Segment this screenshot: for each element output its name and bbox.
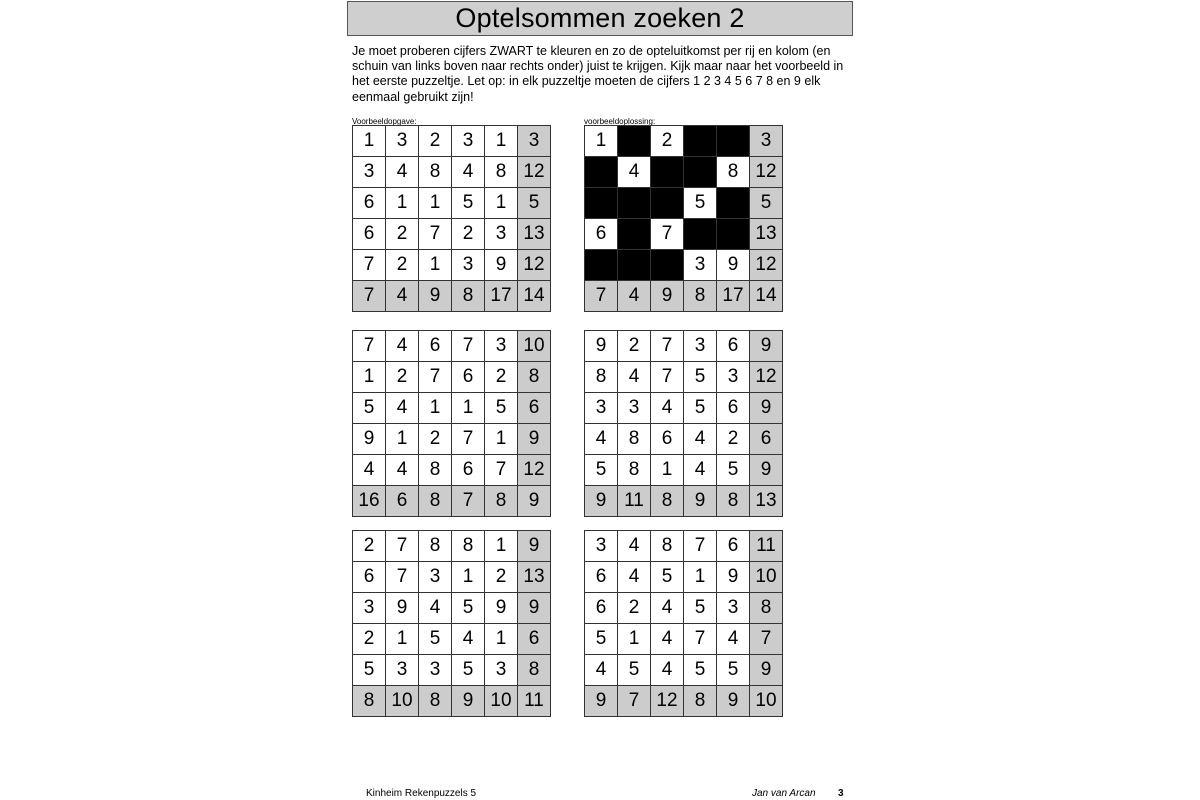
grid-cell[interactable]: 5 (585, 455, 618, 486)
grid-cell[interactable]: 5 (717, 455, 750, 486)
grid-cell[interactable]: 7 (353, 331, 386, 362)
grid-cell[interactable] (684, 157, 717, 188)
grid-cell[interactable]: 3 (618, 393, 651, 424)
grid-cell[interactable]: 5 (419, 624, 452, 655)
grid-cell[interactable]: 7 (419, 219, 452, 250)
sum-cell: 6 (750, 424, 783, 455)
sum-cell: 8 (452, 281, 485, 312)
sum-cell: 16 (353, 486, 386, 517)
sum-cell: 9 (518, 593, 551, 624)
grid-cell[interactable]: 4 (651, 593, 684, 624)
grid-cell[interactable]: 3 (386, 655, 419, 686)
grid-cell[interactable] (651, 188, 684, 219)
grid-cell[interactable]: 4 (452, 157, 485, 188)
instructions-text: Je moet proberen cijfers ZWART te kleuren en zo de opteluitkomst per rij en kolom (en schuin van links boven naar rechts onder) juist te krijgen. Kijk maar naar het voorbeeld in het eerste puzzeltje. Let op: in elk puzzeltje moeten de cijfers 1 2 3 4 5 6 7 8 en 9 elk eenmaal gebruikt zijn! (352, 44, 844, 104)
grid-cell[interactable]: 3 (485, 219, 518, 250)
grid-cell[interactable]: 1 (386, 424, 419, 455)
sum-cell: 9 (750, 393, 783, 424)
sum-cell: 12 (518, 455, 551, 486)
footer-book-title: Kinheim Rekenpuzzels 5 (366, 788, 477, 799)
grid-cell[interactable]: 8 (419, 455, 452, 486)
footer-page-number: 3 (838, 788, 844, 799)
grid-cell[interactable]: 3 (419, 562, 452, 593)
grid-cell[interactable]: 4 (353, 455, 386, 486)
grid-cell[interactable]: 6 (452, 455, 485, 486)
grid-cell[interactable]: 2 (386, 362, 419, 393)
grid-cell[interactable]: 3 (684, 331, 717, 362)
grid-cell[interactable]: 8 (485, 157, 518, 188)
grid-cell[interactable]: 9 (585, 331, 618, 362)
grid-cell[interactable]: 3 (419, 655, 452, 686)
grid-cell[interactable]: 3 (452, 126, 485, 157)
sum-cell: 17 (485, 281, 518, 312)
sum-cell: 8 (717, 486, 750, 517)
sum-cell: 10 (485, 686, 518, 717)
grid-cell[interactable]: 9 (485, 250, 518, 281)
grid-cell[interactable]: 4 (618, 531, 651, 562)
grid-cell[interactable]: 2 (485, 562, 518, 593)
grid-cell[interactable]: 1 (452, 393, 485, 424)
grid-cell[interactable] (651, 250, 684, 281)
grid-cell[interactable]: 7 (419, 362, 452, 393)
grid-cell[interactable] (717, 219, 750, 250)
grid-cell[interactable]: 3 (353, 157, 386, 188)
sum-cell: 9 (585, 686, 618, 717)
grid-cell[interactable]: 7 (651, 219, 684, 250)
sum-cell: 9 (585, 486, 618, 517)
grid-cell[interactable]: 1 (684, 562, 717, 593)
sum-cell: 9 (684, 486, 717, 517)
grid-cell[interactable]: 4 (585, 655, 618, 686)
sum-cell: 9 (518, 486, 551, 517)
grid-cell[interactable] (585, 157, 618, 188)
grid-cell[interactable]: 5 (452, 188, 485, 219)
sum-cell: 9 (419, 281, 452, 312)
sum-cell: 12 (518, 250, 551, 281)
grid-cell[interactable]: 5 (485, 393, 518, 424)
sum-cell: 11 (618, 486, 651, 517)
grid-cell[interactable]: 9 (485, 593, 518, 624)
grid-cell[interactable]: 6 (353, 188, 386, 219)
sum-cell: 7 (585, 281, 618, 312)
grid-cell[interactable]: 4 (618, 562, 651, 593)
grid-cell[interactable]: 6 (585, 593, 618, 624)
grid-cell[interactable]: 2 (651, 126, 684, 157)
grid-cell[interactable]: 2 (485, 362, 518, 393)
grid-cell[interactable]: 4 (386, 455, 419, 486)
grid-cell[interactable]: 4 (684, 424, 717, 455)
grid-cell[interactable]: 2 (419, 424, 452, 455)
sum-cell: 8 (651, 486, 684, 517)
puzzle-grid-1 (352, 330, 551, 517)
grid-cell[interactable]: 2 (452, 219, 485, 250)
grid-cell[interactable]: 1 (353, 126, 386, 157)
grid-cell[interactable]: 4 (585, 424, 618, 455)
sum-cell: 9 (750, 455, 783, 486)
grid-cell[interactable]: 1 (419, 250, 452, 281)
example-solution-label: voorbeeldoplossing: (584, 117, 656, 126)
example-solution-grid (584, 125, 783, 312)
grid-cell[interactable]: 7 (684, 624, 717, 655)
grid-cell[interactable]: 3 (485, 655, 518, 686)
sum-cell: 12 (750, 362, 783, 393)
grid-cell[interactable]: 5 (684, 362, 717, 393)
grid-cell[interactable]: 4 (651, 393, 684, 424)
grid-cell[interactable]: 7 (684, 531, 717, 562)
grid-cell[interactable]: 2 (386, 219, 419, 250)
sum-cell: 10 (750, 686, 783, 717)
grid-cell[interactable] (684, 126, 717, 157)
sum-cell: 8 (518, 362, 551, 393)
grid-cell[interactable]: 8 (618, 455, 651, 486)
sum-cell: 13 (518, 219, 551, 250)
grid-cell[interactable]: 3 (485, 331, 518, 362)
grid-cell[interactable] (618, 219, 651, 250)
grid-cell[interactable]: 5 (618, 655, 651, 686)
grid-cell[interactable]: 5 (651, 562, 684, 593)
grid-cell[interactable] (618, 126, 651, 157)
grid-cell[interactable]: 7 (353, 250, 386, 281)
sum-cell: 9 (518, 531, 551, 562)
grid-cell[interactable]: 6 (585, 219, 618, 250)
sum-cell: 4 (386, 281, 419, 312)
grid-cell[interactable]: 1 (386, 188, 419, 219)
grid-cell[interactable] (684, 219, 717, 250)
grid-cell[interactable]: 1 (485, 424, 518, 455)
sum-cell: 6 (518, 624, 551, 655)
grid-cell[interactable]: 8 (618, 424, 651, 455)
grid-cell[interactable]: 1 (353, 362, 386, 393)
sum-cell: 8 (485, 486, 518, 517)
grid-cell[interactable]: 6 (353, 219, 386, 250)
grid-cell[interactable]: 3 (684, 250, 717, 281)
sum-cell: 10 (750, 562, 783, 593)
grid-cell[interactable] (585, 188, 618, 219)
grid-cell[interactable]: 1 (452, 562, 485, 593)
grid-cell[interactable]: 1 (485, 624, 518, 655)
grid-cell[interactable]: 1 (419, 393, 452, 424)
grid-cell[interactable]: 1 (386, 624, 419, 655)
sum-cell: 17 (717, 281, 750, 312)
sum-cell: 12 (750, 250, 783, 281)
sum-cell: 12 (750, 157, 783, 188)
sum-cell: 9 (651, 281, 684, 312)
grid-cell[interactable]: 8 (585, 362, 618, 393)
sum-cell: 13 (750, 486, 783, 517)
sum-cell: 10 (518, 331, 551, 362)
grid-cell[interactable]: 6 (651, 424, 684, 455)
grid-cell[interactable]: 4 (651, 655, 684, 686)
puzzle-grid-3 (352, 530, 551, 717)
grid-cell[interactable]: 5 (684, 655, 717, 686)
grid-cell[interactable]: 1 (618, 624, 651, 655)
grid-cell[interactable]: 5 (717, 655, 750, 686)
grid-cell[interactable] (717, 188, 750, 219)
grid-cell[interactable]: 4 (386, 393, 419, 424)
grid-cell[interactable]: 2 (419, 126, 452, 157)
grid-cell[interactable]: 4 (651, 624, 684, 655)
grid-cell[interactable]: 1 (485, 531, 518, 562)
grid-cell[interactable]: 9 (386, 593, 419, 624)
grid-cell[interactable]: 5 (684, 188, 717, 219)
grid-cell[interactable]: 7 (386, 531, 419, 562)
grid-cell[interactable]: 2 (353, 531, 386, 562)
grid-cell[interactable] (717, 126, 750, 157)
sum-cell: 7 (750, 624, 783, 655)
sum-cell: 9 (750, 655, 783, 686)
grid-cell[interactable]: 6 (717, 331, 750, 362)
grid-cell[interactable]: 4 (452, 624, 485, 655)
grid-cell[interactable]: 6 (585, 562, 618, 593)
sum-cell: 10 (386, 686, 419, 717)
grid-cell[interactable]: 6 (717, 393, 750, 424)
sum-cell: 12 (518, 157, 551, 188)
grid-cell[interactable]: 4 (419, 593, 452, 624)
grid-cell[interactable]: 8 (419, 531, 452, 562)
sum-cell: 6 (386, 486, 419, 517)
grid-cell[interactable]: 4 (618, 157, 651, 188)
grid-cell[interactable]: 7 (651, 331, 684, 362)
grid-cell[interactable]: 4 (386, 331, 419, 362)
page-title: Optelsommen zoeken 2 (347, 1, 853, 36)
sum-cell: 7 (353, 281, 386, 312)
grid-cell[interactable]: 1 (419, 188, 452, 219)
grid-cell[interactable]: 3 (353, 593, 386, 624)
grid-cell[interactable]: 3 (386, 126, 419, 157)
example-puzzle-grid (352, 125, 551, 312)
grid-cell[interactable] (651, 157, 684, 188)
sum-cell: 8 (684, 686, 717, 717)
sum-cell: 7 (452, 486, 485, 517)
sum-cell: 8 (518, 655, 551, 686)
grid-cell[interactable]: 7 (651, 362, 684, 393)
sum-cell: 9 (717, 686, 750, 717)
grid-cell[interactable]: 4 (684, 455, 717, 486)
example-puzzle-label: Voorbeeldopgave: (352, 117, 417, 126)
grid-cell[interactable]: 2 (717, 424, 750, 455)
grid-cell[interactable]: 5 (684, 593, 717, 624)
sum-cell: 8 (750, 593, 783, 624)
footer-author: Jan van Arcan (752, 788, 816, 799)
grid-cell[interactable]: 8 (419, 157, 452, 188)
sum-cell: 14 (518, 281, 551, 312)
grid-cell[interactable]: 5 (684, 393, 717, 424)
sum-cell: 5 (518, 188, 551, 219)
sum-cell: 8 (419, 686, 452, 717)
grid-cell[interactable]: 3 (717, 593, 750, 624)
sum-cell: 9 (518, 424, 551, 455)
sum-cell: 7 (618, 686, 651, 717)
sum-cell: 13 (750, 219, 783, 250)
sum-cell: 12 (651, 686, 684, 717)
sum-cell: 8 (353, 686, 386, 717)
grid-cell[interactable]: 7 (386, 562, 419, 593)
grid-cell[interactable]: 5 (353, 655, 386, 686)
sum-cell: 8 (419, 486, 452, 517)
grid-cell[interactable]: 5 (353, 393, 386, 424)
grid-cell[interactable]: 5 (585, 624, 618, 655)
grid-cell[interactable]: 8 (651, 531, 684, 562)
sum-cell: 4 (618, 281, 651, 312)
grid-cell[interactable] (585, 250, 618, 281)
grid-cell[interactable]: 9 (353, 424, 386, 455)
grid-cell[interactable] (618, 250, 651, 281)
grid-cell[interactable]: 1 (585, 126, 618, 157)
grid-cell[interactable]: 3 (452, 250, 485, 281)
sum-cell: 9 (452, 686, 485, 717)
grid-cell[interactable]: 5 (452, 593, 485, 624)
sum-cell: 13 (518, 562, 551, 593)
grid-cell[interactable]: 9 (717, 250, 750, 281)
puzzle-grid-4 (584, 530, 783, 717)
sum-cell: 6 (518, 393, 551, 424)
grid-cell[interactable]: 8 (717, 157, 750, 188)
grid-cell[interactable]: 1 (485, 188, 518, 219)
grid-cell[interactable]: 3 (585, 393, 618, 424)
grid-cell[interactable] (618, 188, 651, 219)
grid-cell[interactable]: 5 (452, 655, 485, 686)
grid-cell[interactable]: 1 (485, 126, 518, 157)
sum-cell: 5 (750, 188, 783, 219)
grid-cell[interactable]: 4 (717, 624, 750, 655)
grid-cell[interactable]: 3 (717, 362, 750, 393)
grid-cell[interactable]: 7 (452, 424, 485, 455)
grid-cell[interactable]: 9 (717, 562, 750, 593)
grid-cell[interactable]: 8 (452, 531, 485, 562)
grid-cell[interactable]: 6 (717, 531, 750, 562)
grid-cell[interactable]: 4 (618, 362, 651, 393)
sum-cell: 11 (750, 531, 783, 562)
sum-cell: 3 (518, 126, 551, 157)
sum-cell: 11 (518, 686, 551, 717)
grid-cell[interactable]: 2 (618, 593, 651, 624)
grid-cell[interactable]: 7 (485, 455, 518, 486)
grid-cell[interactable]: 6 (452, 362, 485, 393)
grid-cell[interactable]: 2 (353, 624, 386, 655)
grid-cell[interactable]: 2 (386, 250, 419, 281)
grid-cell[interactable]: 3 (585, 531, 618, 562)
grid-cell[interactable]: 6 (419, 331, 452, 362)
sum-cell: 8 (684, 281, 717, 312)
puzzle-grid-2 (584, 330, 783, 517)
grid-cell[interactable]: 6 (353, 562, 386, 593)
grid-cell[interactable]: 1 (651, 455, 684, 486)
grid-cell[interactable]: 7 (452, 331, 485, 362)
grid-cell[interactable]: 2 (618, 331, 651, 362)
sum-cell: 9 (750, 331, 783, 362)
grid-cell[interactable]: 4 (386, 157, 419, 188)
sum-cell: 3 (750, 126, 783, 157)
sum-cell: 14 (750, 281, 783, 312)
